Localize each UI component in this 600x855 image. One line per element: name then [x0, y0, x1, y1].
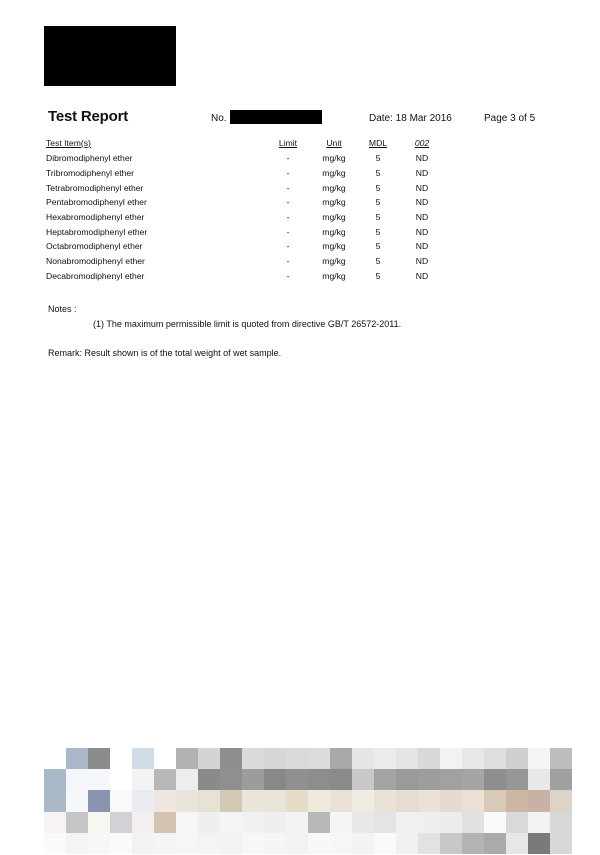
- mosaic-tile: [506, 748, 528, 769]
- mosaic-tile: [308, 790, 330, 811]
- mosaic-tile: [242, 790, 264, 811]
- column-header-test-items: Test Item(s): [46, 138, 91, 148]
- mosaic-tile: [264, 790, 286, 811]
- mosaic-tile: [286, 769, 308, 790]
- mosaic-tile: [132, 833, 154, 854]
- results-table: [46, 138, 444, 283]
- mosaic-tile: [176, 748, 198, 769]
- mosaic-tile: [374, 812, 396, 833]
- mosaic-tile: [242, 812, 264, 833]
- mosaic-tile: [550, 748, 572, 769]
- table-row: [46, 166, 444, 181]
- mosaic-tile: [220, 812, 242, 833]
- mosaic-tile: [352, 790, 374, 811]
- column-header-mdl: MDL: [368, 138, 388, 148]
- mosaic-tile: [110, 769, 132, 790]
- cell-result: ND: [415, 153, 429, 164]
- table-row: [46, 269, 444, 284]
- mosaic-tile: [506, 833, 528, 854]
- mosaic-tile: [308, 812, 330, 833]
- mosaic-tile: [484, 769, 506, 790]
- mosaic-tile: [44, 769, 66, 790]
- notes-label: Notes :: [48, 304, 77, 314]
- mosaic-tile: [132, 769, 154, 790]
- cell-unit: mg/kg: [322, 212, 346, 223]
- mosaic-tile: [440, 748, 462, 769]
- table-row: [46, 210, 444, 225]
- mosaic-tile: [88, 833, 110, 854]
- cell-result: ND: [415, 226, 429, 237]
- mosaic-tile: [550, 812, 572, 833]
- mosaic-tile: [418, 812, 440, 833]
- mosaic-tile: [374, 833, 396, 854]
- mosaic-tile: [484, 748, 506, 769]
- mosaic-tile: [440, 833, 462, 854]
- mosaic-tile: [528, 748, 550, 769]
- remark-text: Remark: Result shown is of the total weight of wet sample.: [48, 348, 282, 358]
- cell-unit: mg/kg: [322, 153, 346, 164]
- mosaic-tile: [198, 833, 220, 854]
- mosaic-tile: [286, 812, 308, 833]
- table-row: [46, 239, 444, 254]
- mosaic-tile: [528, 769, 550, 790]
- cell-limit: -: [286, 256, 290, 267]
- cell-result: ND: [415, 256, 429, 267]
- cell-limit: -: [286, 241, 290, 252]
- mosaic-tile: [308, 769, 330, 790]
- table-row: [46, 180, 444, 195]
- mosaic-tile: [44, 833, 66, 854]
- pixelated-footer: [44, 748, 572, 854]
- cell-result: ND: [415, 212, 429, 223]
- report-title: Test Report: [48, 108, 129, 125]
- mosaic-tile: [550, 790, 572, 811]
- cell-limit: -: [286, 182, 290, 193]
- cell-test-item: Tribromodiphenyl ether: [46, 168, 135, 179]
- mosaic-tile: [528, 812, 550, 833]
- mosaic-tile: [352, 833, 374, 854]
- mosaic-tile: [418, 790, 440, 811]
- mosaic-tile: [110, 748, 132, 769]
- mosaic-tile: [484, 833, 506, 854]
- mosaic-tile: [330, 812, 352, 833]
- mosaic-tile: [66, 748, 88, 769]
- mosaic-tile: [462, 769, 484, 790]
- mosaic-tile: [286, 833, 308, 854]
- mosaic-tile: [330, 790, 352, 811]
- mosaic-tile: [330, 833, 352, 854]
- mosaic-tile: [44, 748, 66, 769]
- mosaic-tile: [418, 769, 440, 790]
- mosaic-tile: [154, 790, 176, 811]
- mosaic-tile: [462, 790, 484, 811]
- mosaic-tile: [484, 812, 506, 833]
- cell-limit: -: [286, 212, 290, 223]
- mosaic-tile: [110, 833, 132, 854]
- mosaic-tile: [220, 748, 242, 769]
- mosaic-tile: [440, 790, 462, 811]
- cell-limit: -: [286, 153, 290, 164]
- column-header-unit: Unit: [326, 138, 342, 148]
- cell-unit: mg/kg: [322, 241, 346, 252]
- mosaic-tile: [506, 790, 528, 811]
- report-date: Date: 18 Mar 2016: [369, 113, 452, 124]
- mosaic-tile: [132, 812, 154, 833]
- mosaic-tile: [528, 790, 550, 811]
- mosaic-tile: [374, 769, 396, 790]
- cell-unit: mg/kg: [322, 182, 346, 193]
- mosaic-tile: [154, 812, 176, 833]
- mosaic-tile: [264, 748, 286, 769]
- mosaic-tile: [506, 769, 528, 790]
- mosaic-tile: [44, 812, 66, 833]
- page-indicator: Page 3 of 5: [484, 113, 536, 124]
- mosaic-tile: [66, 812, 88, 833]
- mosaic-tile: [396, 769, 418, 790]
- cell-limit: -: [286, 168, 290, 179]
- cell-limit: -: [286, 226, 290, 237]
- cell-result: ND: [415, 270, 429, 281]
- cell-test-item: Nonabromodiphenyl ether: [46, 256, 145, 267]
- mosaic-tile: [440, 812, 462, 833]
- mosaic-tile: [462, 748, 484, 769]
- mosaic-tile: [352, 769, 374, 790]
- cell-result: ND: [415, 241, 429, 252]
- cell-mdl: 5: [375, 270, 381, 281]
- mosaic-tile: [88, 769, 110, 790]
- cell-test-item: Tetrabromodiphenyl ether: [46, 182, 144, 193]
- cell-mdl: 5: [375, 182, 381, 193]
- cell-test-item: Decabromodiphenyl ether: [46, 270, 145, 281]
- mosaic-tile: [352, 748, 374, 769]
- mosaic-tile: [198, 748, 220, 769]
- mosaic-tile: [550, 833, 572, 854]
- cell-result: ND: [415, 182, 429, 193]
- mosaic-tile: [44, 790, 66, 811]
- cell-mdl: 5: [375, 212, 381, 223]
- mosaic-tile: [242, 748, 264, 769]
- mosaic-tile: [396, 833, 418, 854]
- note-line: (1) The maximum permissible limit is quoted from directive GB/T 26572-2011.: [93, 319, 402, 329]
- mosaic-tile: [176, 833, 198, 854]
- mosaic-tile: [396, 790, 418, 811]
- cell-unit: mg/kg: [322, 197, 346, 208]
- cell-result: ND: [415, 168, 429, 179]
- mosaic-tile: [308, 833, 330, 854]
- table-row: [46, 151, 444, 166]
- column-header-sample-002: 002: [414, 138, 430, 148]
- mosaic-tile: [418, 748, 440, 769]
- cell-test-item: Dibromodiphenyl ether: [46, 153, 133, 164]
- mosaic-tile: [154, 748, 176, 769]
- cell-test-item: Octabromodiphenyl ether: [46, 241, 143, 252]
- cell-unit: mg/kg: [322, 256, 346, 267]
- mosaic-tile: [110, 790, 132, 811]
- cell-limit: -: [286, 270, 290, 281]
- redacted-report-number: [230, 110, 322, 124]
- redacted-logo: [44, 26, 176, 86]
- mosaic-tile: [88, 812, 110, 833]
- cell-unit: mg/kg: [322, 226, 346, 237]
- cell-test-item: Heptabromodiphenyl ether: [46, 226, 148, 237]
- table-row: [46, 195, 444, 210]
- cell-unit: mg/kg: [322, 270, 346, 281]
- mosaic-tile: [66, 769, 88, 790]
- mosaic-tile: [110, 812, 132, 833]
- mosaic-tile: [352, 812, 374, 833]
- cell-test-item: Hexabromodiphenyl ether: [46, 212, 145, 223]
- mosaic-tile: [198, 769, 220, 790]
- mosaic-tile: [220, 833, 242, 854]
- mosaic-tile: [462, 833, 484, 854]
- column-header-limit: Limit: [278, 138, 298, 148]
- mosaic-tile: [308, 748, 330, 769]
- mosaic-tile: [132, 790, 154, 811]
- mosaic-tile: [154, 769, 176, 790]
- mosaic-tile: [330, 748, 352, 769]
- mosaic-tile: [396, 748, 418, 769]
- cell-mdl: 5: [375, 241, 381, 252]
- cell-result: ND: [415, 197, 429, 208]
- table-row: [46, 254, 444, 269]
- mosaic-tile: [396, 812, 418, 833]
- mosaic-tile: [330, 769, 352, 790]
- mosaic-tile: [242, 769, 264, 790]
- mosaic-tile: [264, 812, 286, 833]
- cell-mdl: 5: [375, 226, 381, 237]
- cell-mdl: 5: [375, 197, 381, 208]
- mosaic-tile: [154, 833, 176, 854]
- mosaic-tile: [374, 748, 396, 769]
- mosaic-tile: [484, 790, 506, 811]
- mosaic-tile: [264, 769, 286, 790]
- cell-limit: -: [286, 197, 290, 208]
- cell-mdl: 5: [375, 168, 381, 179]
- cell-mdl: 5: [375, 256, 381, 267]
- mosaic-tile: [418, 833, 440, 854]
- mosaic-tile: [242, 833, 264, 854]
- mosaic-tile: [66, 790, 88, 811]
- mosaic-tile: [88, 790, 110, 811]
- cell-mdl: 5: [375, 153, 381, 164]
- mosaic-tile: [286, 790, 308, 811]
- mosaic-tile: [440, 769, 462, 790]
- mosaic-tile: [264, 833, 286, 854]
- mosaic-tile: [374, 790, 396, 811]
- mosaic-tile: [132, 748, 154, 769]
- mosaic-tile: [176, 790, 198, 811]
- mosaic-tile: [176, 769, 198, 790]
- mosaic-tile: [506, 812, 528, 833]
- mosaic-tile: [66, 833, 88, 854]
- mosaic-tile: [550, 769, 572, 790]
- table-header-row: [46, 138, 444, 151]
- mosaic-tile: [528, 833, 550, 854]
- report-number-label: No.: [211, 113, 227, 124]
- cell-test-item: Pentabromodiphenyl ether: [46, 197, 147, 208]
- mosaic-tile: [462, 812, 484, 833]
- table-row: [46, 224, 444, 239]
- mosaic-tile: [198, 790, 220, 811]
- mosaic-tile: [176, 812, 198, 833]
- mosaic-tile: [88, 748, 110, 769]
- mosaic-tile: [220, 790, 242, 811]
- mosaic-tile: [198, 812, 220, 833]
- cell-unit: mg/kg: [322, 168, 346, 179]
- mosaic-tile: [220, 769, 242, 790]
- mosaic-tile: [286, 748, 308, 769]
